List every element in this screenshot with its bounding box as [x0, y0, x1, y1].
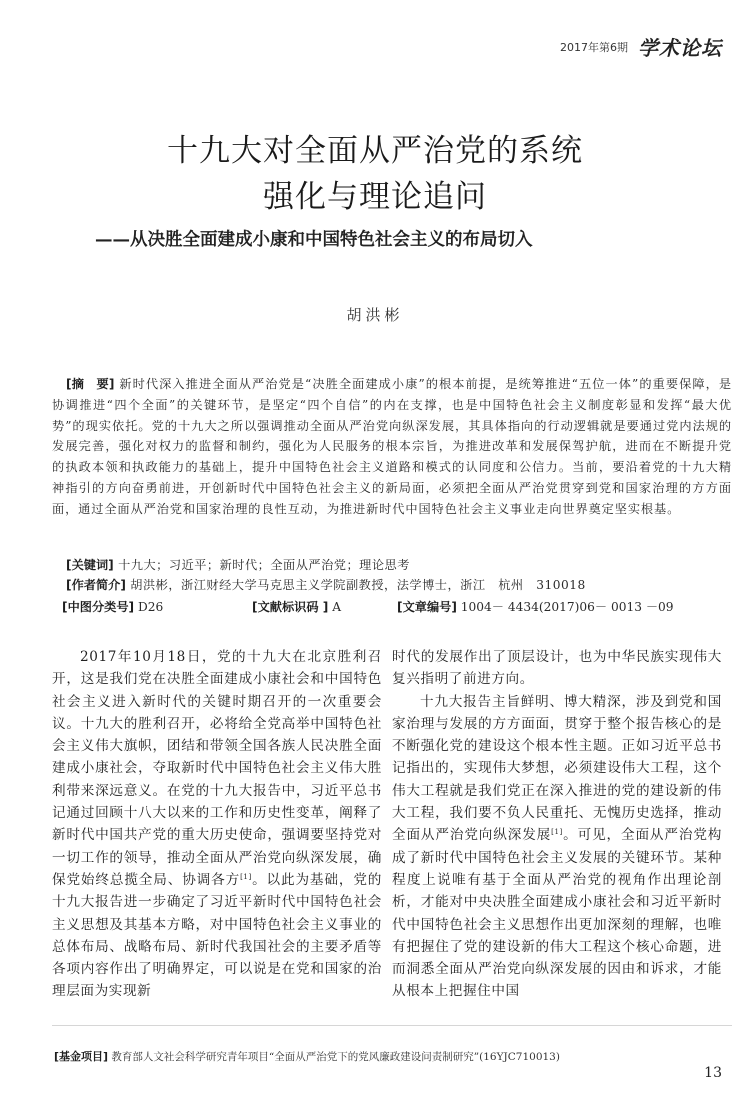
clc-label: [中图分类号] — [62, 600, 135, 614]
body-paragraph — [392, 691, 722, 1003]
funding-label: [基金项目] — [54, 1050, 109, 1063]
running-header — [560, 32, 722, 61]
abstract-text: 新时代深入推进全面从严治党是“决胜全面建成小康”的根本前提，是统筹推进“五位一体”的重要保障，是协调推进“四个全面”的关键环节，是坚定“四个自信”的内在支撑，也是中国特色社会主义制度彰显和发挥“最大优势”的现实依托。党的十九大之所以强调推动全面从严治党向纵深发展，其具体指向的行动逻辑就是要通过党内法规的发展完善，强化对权力的监督和制约，强化为人民服务的根本宗旨，为推进改革和发展保驾护航，进而在不断提升党的执政本领和执政能力的基础上，提升中国特色社会主义道路和模式的认同度和公信力。当前，要沿着党的十九大精神指引的方向奋勇前进，开创新时代中国特色社会主义的新局面，必须把全面从严治党贯穿到党和国家治理的方方面面，通过全面从严治党和国家治理的良性互动，为推进新时代中国特色社会主义事业走向世界奠定坚实根基。 — [52, 377, 732, 516]
document-code-value: A — [332, 600, 342, 614]
clc-number — [62, 598, 163, 615]
keywords-label: [关键词] — [66, 558, 114, 572]
author-bio — [66, 576, 586, 593]
abstract — [52, 374, 732, 520]
funding-text: 教育部人文社会科学研究青年项目“全面从严治党下的党风廉政建设问责制研究”(16YJC710013) — [111, 1051, 560, 1063]
author-bio-label: [作者简介] — [66, 578, 126, 592]
document-code — [252, 598, 341, 615]
citation-ref[interactable]: [1] — [240, 872, 252, 881]
body-paragraph: 时代的发展作出了顶层设计，也为中华民族实现伟大复兴指明了前进方向。 — [392, 649, 722, 688]
article-subtitle: ——从决胜全面建成小康和中国特色社会主义的布局切入 — [95, 230, 533, 250]
funding-footnote — [54, 1048, 560, 1064]
footnote-divider — [52, 1025, 732, 1026]
keywords — [66, 556, 410, 573]
body-text: 2017年10月18日，党的十九大在北京胜利召开，这是我们党在决胜全面建成小康社会和中国特色社会主义进入新时代的关键时期召开的一次重要会议。十九大的胜利召开，必将给全党高举中国特色社会主义伟大旗帜，团结和带领全国各族人民决胜全面建成小康社会，夺取新时代中国特色社会主义伟大胜利带来深远意义。在党的十九大报告中，习近平总书记通过回顾十八大以来的工作和历史性变革，阐释了新时代中国共产党的重大历史使命，强调要坚持党对一切工作的领导，推动全面从严治党向纵深发展，确保党始终总揽全局、协调各方 — [52, 649, 382, 888]
author-name: 胡洪彬 — [346, 306, 404, 324]
keywords-text: 十九大；习近平；新时代；全面从严治党；理论思考 — [118, 558, 410, 572]
body-column-right — [392, 646, 722, 1003]
author-bio-text: 胡洪彬，浙江财经大学马克思主义学院副教授，法学博士，浙江 杭州 310018 — [130, 578, 586, 592]
clc-value: D26 — [137, 600, 164, 614]
body-text: 。可见，全面从严治党构成了新时代中国特色社会主义发展的关键环节。某种程度上说唯有基于全面从严治党的视角作出理论剖析，才能对中央决胜全面建成小康社会和习近平新时代中国特色社会主义思想作出更加深刻的理解，也唯有把握住了党的建设新的伟大工程这个核心命题，进而洞悉全面从严治党向纵深发展的因由和诉求，才能从根本上把握住中国 — [392, 827, 722, 1000]
article-title-line-1: 十九大对全面从严治党的系统 — [167, 133, 583, 169]
issue-label: 2017年第6期 — [560, 40, 628, 54]
abstract-label: [摘 要] — [66, 377, 115, 391]
body-column-left — [52, 646, 382, 1003]
body-paragraph — [52, 646, 382, 1003]
citation-ref[interactable]: [1] — [551, 828, 563, 837]
body-text: 十九大报告主旨鲜明、博大精深，涉及到党和国家治理与发展的方方面面，贯穿于整个报告核心的是不断强化党的建设这个根本性主题。正如习近平总书记指出的，实现伟大梦想，必须建设伟大工程，这个伟大工程就是我们党正在深入推进的党的建设新的伟大工程，我们要不负人民重托、无愧历史选择，推动全面从严治党向纵深发展 — [392, 693, 722, 844]
article-title-line-2: 强化与理论追问 — [263, 179, 487, 215]
journal-logo: 学术论坛 — [638, 36, 722, 60]
page-number: 13 — [704, 1065, 722, 1081]
article-number-label: [文章编号] — [397, 600, 457, 614]
body-text: 。以此为基础，党的十九大报告进一步确定了习近平新时代中国特色社会主义思想及其基本方略，对中国特色社会主义事业的总体布局、战略布局、新时代我国社会的主要矛盾等各项内容作出了明确界定，可以说是在党和国家的治理层面为实现新 — [52, 871, 382, 1000]
document-code-label: [文献标识码 ] — [252, 600, 329, 614]
article-number-value: 1004－ 4434(2017)06－ 0013 －09 — [460, 600, 674, 614]
article-number — [397, 598, 674, 615]
